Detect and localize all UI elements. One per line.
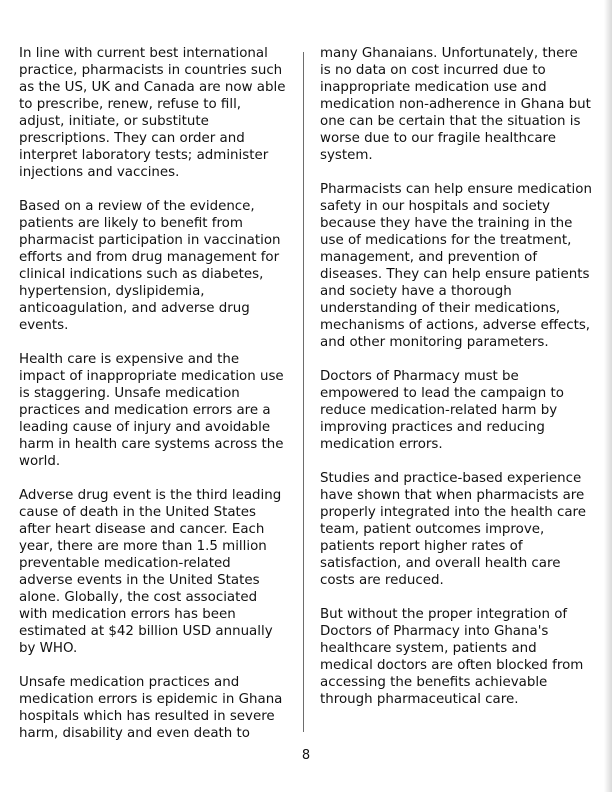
paragraph-integration-outcomes: Studies and practice-based experience have shown that when pharmacists are properly integrated into the health care team, patient outcomes improve, patients report higher rates of satisfaction, and overall health care costs are reduced. — [320, 471, 587, 588]
paragraph-medication-safety: Pharmacists can help ensure medication safety in our hospitals and society because they have the training in the use of medications for the treatment, management, and prevention of diseases. They can help ensure patients and society have a thorough understanding of their medications, mechanisms of actions, adverse effects, and other monitoring parameters. — [320, 182, 592, 350]
paragraph-health-care-cost: Health care is expensive and the impact of inappropriate medication use is staggering. Unsafe medication practices and medication errors are a leading cause of injury and avoidable harm in health care systems across the world. — [19, 352, 284, 469]
paragraph-pharmacist-scope: In line with current best international practice, pharmacists in countries such as the US, UK and Canada are now able to prescribe, renew, refuse to fill, adjust, initiate, or substitute prescriptions. They can order and interpret laboratory tests; administer injections and vaccines. — [19, 46, 286, 180]
paragraph-empower-doctors-of-pharmacy: Doctors of Pharmacy must be empowered to lead the campaign to reduce medication-related harm by improving practices and reducing medication errors. — [320, 369, 564, 452]
page-number: 8 — [301, 748, 311, 763]
paragraph-ghana-medication-errors: Unsafe medication practices and medication errors is epidemic in Ghana hospitals which has resulted in severe harm, disability and even death to — [19, 675, 283, 741]
paragraph-adverse-drug-events: Adverse drug event is the third leading cause of death in the United States after heart disease and cancer. Each year, there are more than 1.5 million preventable medication-related adverse events in the United States alone. Globally, the cost associated with medication errors has been estimated at $42 billion USD annually by WHO. — [19, 488, 282, 656]
column-divider — [303, 52, 304, 732]
paragraph-evidence-review: Based on a review of the evidence, patients are likely to benefit from pharmacist participation in vaccination efforts and from drug management for clinical indications such as diabetes, hypertension, dyslipidemia, anticoagulation, and adverse drug events. — [19, 199, 281, 333]
right-text-column — [320, 45, 592, 725]
paragraph-ghana-cost-data: many Ghanaians. Unfortunately, there is no data on cost incurred due to inappropriate medication use and medication non-adherence in Ghana but one can be certain that the situation is worse due to our fragile healthcare system. — [320, 46, 591, 163]
paragraph-integration-barriers: But without the proper integration of Doctors of Pharmacy into Ghana's healthcare system, patients and medical doctors are often blocked from accessing the benefits achievable through pharmaceutical care. — [320, 607, 584, 707]
page-edge-shadow — [604, 0, 612, 792]
left-text-column — [19, 45, 287, 759]
